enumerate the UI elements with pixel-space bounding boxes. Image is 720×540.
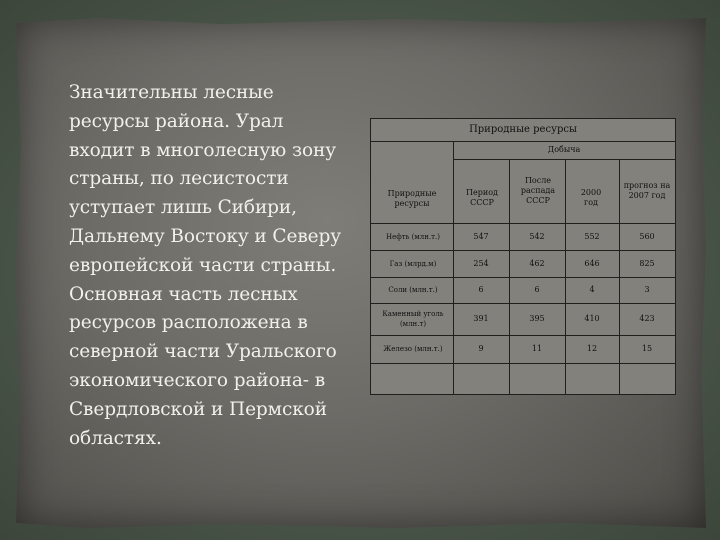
table-cell: 6: [478, 285, 484, 294]
text-line: Значительны лесные: [69, 82, 274, 103]
header-period: Период СССР: [466, 188, 498, 207]
table-cell: 391: [473, 314, 489, 323]
table-cell: 542: [529, 231, 545, 241]
text-line: Дальнему Востоку и Северу: [69, 225, 342, 247]
table-cell: 462: [529, 258, 545, 268]
header-forecast: прогноз на 2007 год: [623, 181, 671, 200]
table-cell: 825: [639, 258, 655, 268]
text-line: экономического района- в: [69, 369, 326, 391]
text-line: страны, по лесистости: [69, 168, 289, 190]
table-cell: 560: [639, 231, 655, 241]
text-line: Основная часть лесных: [69, 283, 298, 305]
table-cell: 4: [589, 285, 595, 294]
text-line: ресурсы района. Урал: [69, 110, 284, 132]
table-rule: [371, 363, 675, 364]
row-label-iron: Железо (млн.т.): [383, 345, 443, 353]
row-label-gas: Газ (млрд.м): [389, 259, 437, 268]
table-cell: 410: [584, 314, 600, 323]
table-title: Природные ресурсы: [469, 124, 577, 135]
table-cell: 3: [644, 285, 650, 294]
table-cell: 15: [641, 344, 653, 353]
table-cell: 9: [478, 344, 484, 353]
row-label-oil: Нефть (млн.т.): [386, 232, 440, 241]
text-line: европейской части страны.: [69, 254, 337, 276]
table-cell: 423: [639, 314, 655, 323]
table-cell: 12: [586, 344, 598, 353]
table-cell: 254: [473, 258, 489, 268]
text-line: входит в многолесную зону: [69, 139, 337, 161]
table-cell: 6: [534, 285, 540, 294]
text-line: Свердловской и Пермской: [69, 398, 327, 420]
text-line: северной части Уральского: [69, 341, 337, 363]
table-rule: [453, 159, 675, 160]
header-dobycha: Добыча: [547, 145, 581, 154]
text-line: областях.: [69, 427, 162, 449]
table-cell: 11: [531, 344, 543, 353]
body-text: [69, 79, 359, 453]
row-label-salts: Соли (млн.т.): [388, 286, 438, 294]
row-label-coal: Каменный уголь (млн.т): [382, 310, 444, 328]
table-cell: 552: [584, 231, 600, 241]
table-cell: 547: [473, 231, 489, 241]
header-2000: 2000 год: [580, 188, 602, 207]
resources-table: [370, 118, 676, 395]
header-after: После распада СССР: [520, 176, 556, 205]
table-cell: 646: [584, 258, 600, 268]
table-cell: 395: [529, 314, 545, 323]
text-line: уступает лишь Сибири,: [69, 197, 297, 219]
header-resources: Природные ресурсы: [387, 189, 437, 208]
text-line: ресурсов расположена в: [69, 312, 308, 334]
